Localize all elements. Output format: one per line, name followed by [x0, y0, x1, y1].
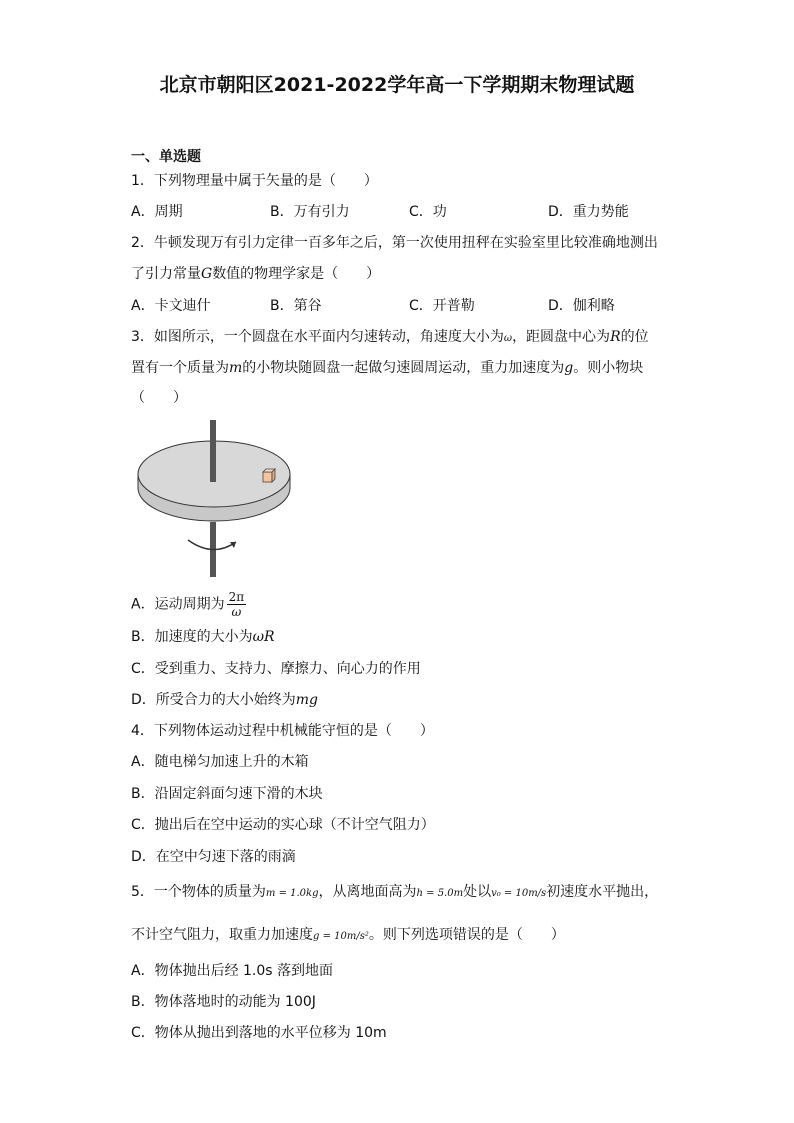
q3-option-a [131, 590, 246, 619]
q5-text: 初速度水平抛出， [546, 884, 659, 900]
q3-option-a-text: A．运动周期为 [131, 596, 225, 613]
q4-option-a: A．随电梯匀加速上升的木箱 [131, 754, 309, 770]
question-2-stem-line2 [131, 264, 380, 284]
q3-option-b-math: ωR [252, 629, 275, 645]
q2-option-d: D．伽利略 [548, 298, 615, 314]
q3-text: 。则小物块 [573, 360, 644, 376]
fraction-denominator: ω [231, 605, 242, 619]
q3-var-r: R [610, 329, 621, 345]
question-1-stem: 1．下列物理量中属于矢量的是（ ） [131, 173, 378, 189]
question-3-stem-line3: （ ） [131, 390, 187, 406]
q5-gravity: g = 10m/s² [313, 931, 369, 942]
section-heading: 一、单选题 [131, 149, 201, 165]
page-title: 北京市朝阳区2021-2022学年高一下学期期末物理试题 [159, 74, 635, 96]
question-3-stem-line1 [131, 327, 649, 349]
axle-upper [210, 420, 216, 482]
q2-text-b: 数值的物理学家是（ ） [212, 266, 381, 282]
q4-option-b: B．沿固定斜面匀速下滑的木块 [131, 786, 323, 802]
q5-text: 。则下列选项错误的是（ ） [368, 927, 565, 943]
q5-option-b: B．物体落地时的动能为 100J [131, 994, 316, 1010]
q1-option-d: D．重力势能 [548, 204, 629, 220]
q3-option-d-text: D．所受合力的大小始终为 [131, 692, 296, 708]
q5-mass: m = 1.0kg [265, 888, 319, 899]
q5-height: h = 5.0m [416, 888, 464, 899]
q5-option-a: A．物体抛出后经 1.0s 落到地面 [131, 963, 334, 979]
question-4-stem: 4．下列物体运动过程中机械能守恒的是（ ） [131, 723, 434, 739]
q2-option-b: B．第谷 [270, 298, 322, 314]
q5-text: 5．一个物体的质量为 [131, 884, 266, 900]
q1-option-b: B．万有引力 [270, 204, 350, 220]
question-2-stem-line1: 2．牛顿发现万有引力定律一百多年之后，第一次使用扭秤在实验室里比较准确地测出 [131, 235, 658, 251]
q2-option-c: C．开普勒 [409, 298, 475, 314]
q3-text: ，距圆盘中心为 [512, 329, 611, 345]
question-5-stem-line2 [131, 925, 565, 947]
question-5-stem-line1 [131, 882, 658, 904]
q3-text: 3．如图所示，一个圆盘在水平面内匀速转动，角速度大小为 [131, 329, 504, 345]
q3-var-m: m [229, 360, 243, 376]
fraction-numerator: 2π [228, 590, 245, 604]
q4-option-d: D．在空中匀速下落的雨滴 [131, 849, 296, 865]
q5-text: 处以 [463, 884, 492, 900]
q3-text: 的位 [620, 329, 649, 345]
q2-option-a: A．卡文迪什 [131, 298, 211, 314]
q3-option-d [131, 690, 318, 710]
q5-option-c: C．物体从抛出到落地的水平位移为 10m [131, 1025, 387, 1041]
q3-text: 的小物块随圆盘一起做匀速圆周运动，重力加速度为 [242, 360, 565, 376]
q4-option-c: C．抛出后在空中运动的实心球（不计空气阻力） [131, 817, 435, 833]
small-block [263, 469, 275, 482]
q5-velocity: v₀ = 10m/s [491, 888, 547, 899]
q3-var-g: g [564, 360, 574, 376]
q3-option-c: C．受到重力、支持力、摩擦力、向心力的作用 [131, 661, 421, 677]
q5-text: 不计空气阻力，取重力加速度 [131, 927, 313, 943]
q2-text-a: 了引力常量 [131, 266, 201, 282]
q1-option-c: C．功 [409, 204, 447, 220]
question-3-stem-line2 [131, 358, 643, 378]
q3-option-b-text: B．加速度的大小为 [131, 629, 253, 645]
q3-option-d-math: mg [295, 692, 319, 708]
q3-option-b [131, 627, 275, 647]
q3-fraction [227, 590, 247, 619]
rotating-disk-figure [130, 412, 300, 582]
q2-var-g: G [201, 266, 213, 282]
q3-omega: ω [503, 333, 513, 344]
q1-option-a: A．周期 [131, 204, 183, 220]
q3-text: 置有一个质量为 [131, 360, 229, 376]
q5-text: ，从离地面高为 [318, 884, 417, 900]
